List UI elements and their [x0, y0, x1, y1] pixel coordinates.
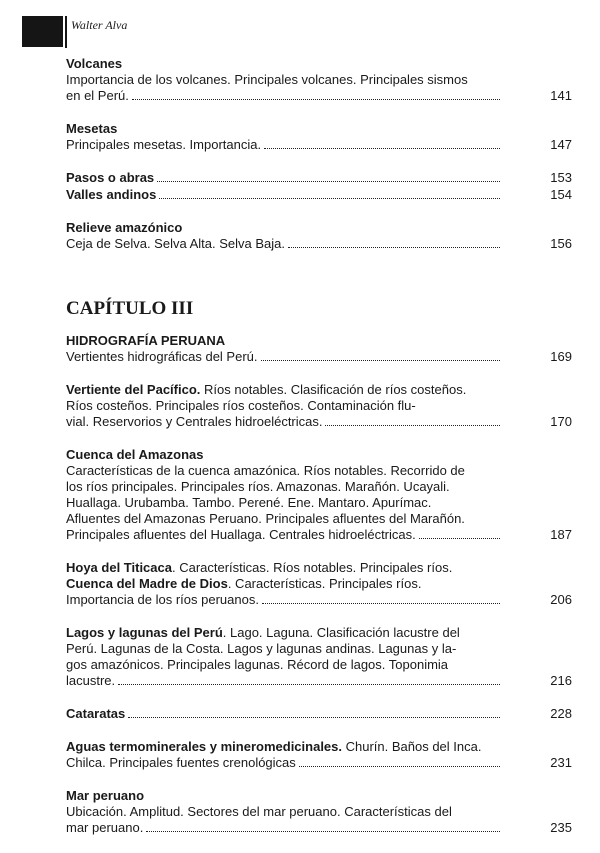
- toc-heading: HIDROGRAFÍA PERUANA: [66, 333, 226, 348]
- page-number: 231: [550, 755, 572, 770]
- toc-heading: Vertiente del Pacífico.: [66, 382, 201, 397]
- toc-text: Importancia de los volcanes. Principales volcanes. Principales sismos: [66, 72, 468, 87]
- toc-entry-cataratas: [66, 706, 572, 722]
- dot-leader: [288, 247, 500, 248]
- toc-entry-aguas: [66, 739, 572, 771]
- page-number: 154: [550, 187, 572, 202]
- page-number-block: [22, 16, 63, 47]
- toc-text: . Características. Principales ríos.: [227, 576, 422, 591]
- page-number: 187: [550, 527, 572, 542]
- dot-leader: [146, 831, 500, 832]
- page-number: 153: [550, 170, 572, 185]
- dot-leader: [419, 538, 500, 539]
- dot-leader: [157, 181, 500, 182]
- dot-leader: [159, 198, 500, 199]
- toc-text: Perú. Lagunas de la Costa. Lagos y lagunas andinas. Lagunas y la-: [66, 641, 457, 656]
- table-of-contents: [66, 56, 572, 853]
- toc-entry-pacifico: [66, 382, 572, 430]
- dot-leader: [128, 717, 500, 718]
- toc-entry-lagos: [66, 625, 572, 689]
- toc-heading: Lagos y lagunas del Perú: [66, 625, 223, 640]
- toc-text: Chilca. Principales fuentes crenológicas: [66, 755, 296, 770]
- toc-entry-amazonas: [66, 447, 572, 543]
- chapter-title: CAPÍTULO III: [66, 298, 194, 319]
- toc-text: Ceja de Selva. Selva Alta. Selva Baja.: [66, 236, 285, 251]
- toc-text: Principales mesetas. Importancia.: [66, 137, 262, 152]
- header-divider: [65, 16, 67, 48]
- toc-text: gos amazónicos. Principales lagunas. Récord de lagos. Toponimia: [66, 657, 449, 672]
- page-number: 228: [550, 706, 572, 721]
- toc-heading: Hoya del Titicaca: [66, 560, 172, 575]
- toc-heading: Mesetas: [66, 121, 118, 136]
- dot-leader: [118, 684, 500, 685]
- page-number: 170: [550, 414, 572, 429]
- dot-leader: [299, 766, 500, 767]
- toc-entry-mar: [66, 788, 572, 836]
- toc-heading: Volcanes: [66, 56, 123, 71]
- toc-entry-hidrografia: [66, 333, 572, 365]
- toc-entry-volcanes: [66, 56, 572, 104]
- toc-heading: Valles andinos: [66, 187, 157, 202]
- dot-leader: [325, 425, 500, 426]
- toc-text: Ríos notables. Clasificación de ríos costeños.: [200, 382, 467, 397]
- toc-text: los ríos principales. Principales ríos. Amazonas. Marañón. Ucayali.: [66, 479, 450, 494]
- dot-leader: [262, 603, 500, 604]
- toc-heading: Mar peruano: [66, 788, 145, 803]
- page-number: 147: [550, 137, 572, 152]
- page-number: 235: [550, 820, 572, 835]
- toc-entry-titicaca: [66, 560, 572, 608]
- toc-text: . Características. Ríos notables. Principales ríos.: [171, 560, 453, 575]
- toc-text: lacustre.: [66, 673, 116, 688]
- toc-text: Churín. Baños del Inca.: [342, 739, 482, 754]
- toc-text: Importancia de los ríos peruanos.: [66, 592, 259, 607]
- toc-heading: Cataratas: [66, 706, 126, 721]
- page-number: 216: [550, 673, 572, 688]
- dot-leader: [264, 148, 500, 149]
- toc-entry-relieve: [66, 220, 572, 252]
- toc-text: Características de la cuenca amazónica. Ríos notables. Recorrido de: [66, 463, 465, 478]
- page-number: 141: [550, 88, 572, 103]
- toc-heading: Relieve amazónico: [66, 220, 183, 235]
- toc-text: Afluentes del Amazonas Peruano. Principales afluentes del Marañón.: [66, 511, 465, 526]
- page-number: 156: [550, 236, 572, 251]
- page-number: 169: [550, 349, 572, 364]
- toc-text: Huallaga. Urubamba. Tambo. Perené. Ene. Mantaro. Apurímac.: [66, 495, 432, 510]
- toc-text: Ubicación. Amplitud. Sectores del mar peruano. Características del: [66, 804, 452, 819]
- toc-entry-valles: [66, 187, 572, 203]
- dot-leader: [261, 360, 501, 361]
- toc-entry-pasos: [66, 170, 572, 186]
- toc-text: Ríos costeños. Principales ríos costeños. Contaminación flu-: [66, 398, 416, 413]
- running-header-author: Walter Alva: [71, 18, 128, 32]
- toc-text: mar peruano.: [66, 820, 144, 835]
- toc-text: Principales afluentes del Huallaga. Centrales hidroeléctricas.: [66, 527, 416, 542]
- toc-text: en el Perú.: [66, 88, 129, 103]
- toc-text: . Lago. Laguna. Clasificación lacustre del: [222, 625, 460, 640]
- toc-heading: Aguas termominerales y mineromedicinales.: [66, 739, 342, 754]
- toc-heading: Pasos o abras: [66, 170, 155, 185]
- dot-leader: [132, 99, 500, 100]
- toc-heading: Cuenca del Amazonas: [66, 447, 204, 462]
- page-number: 206: [550, 592, 572, 607]
- toc-text: vial. Reservorios y Centrales hidroeléctricas.: [66, 414, 323, 429]
- toc-text: Vertientes hidrográficas del Perú.: [66, 349, 258, 364]
- toc-heading: Cuenca del Madre de Dios: [66, 576, 228, 591]
- toc-entry-mesetas: [66, 121, 572, 153]
